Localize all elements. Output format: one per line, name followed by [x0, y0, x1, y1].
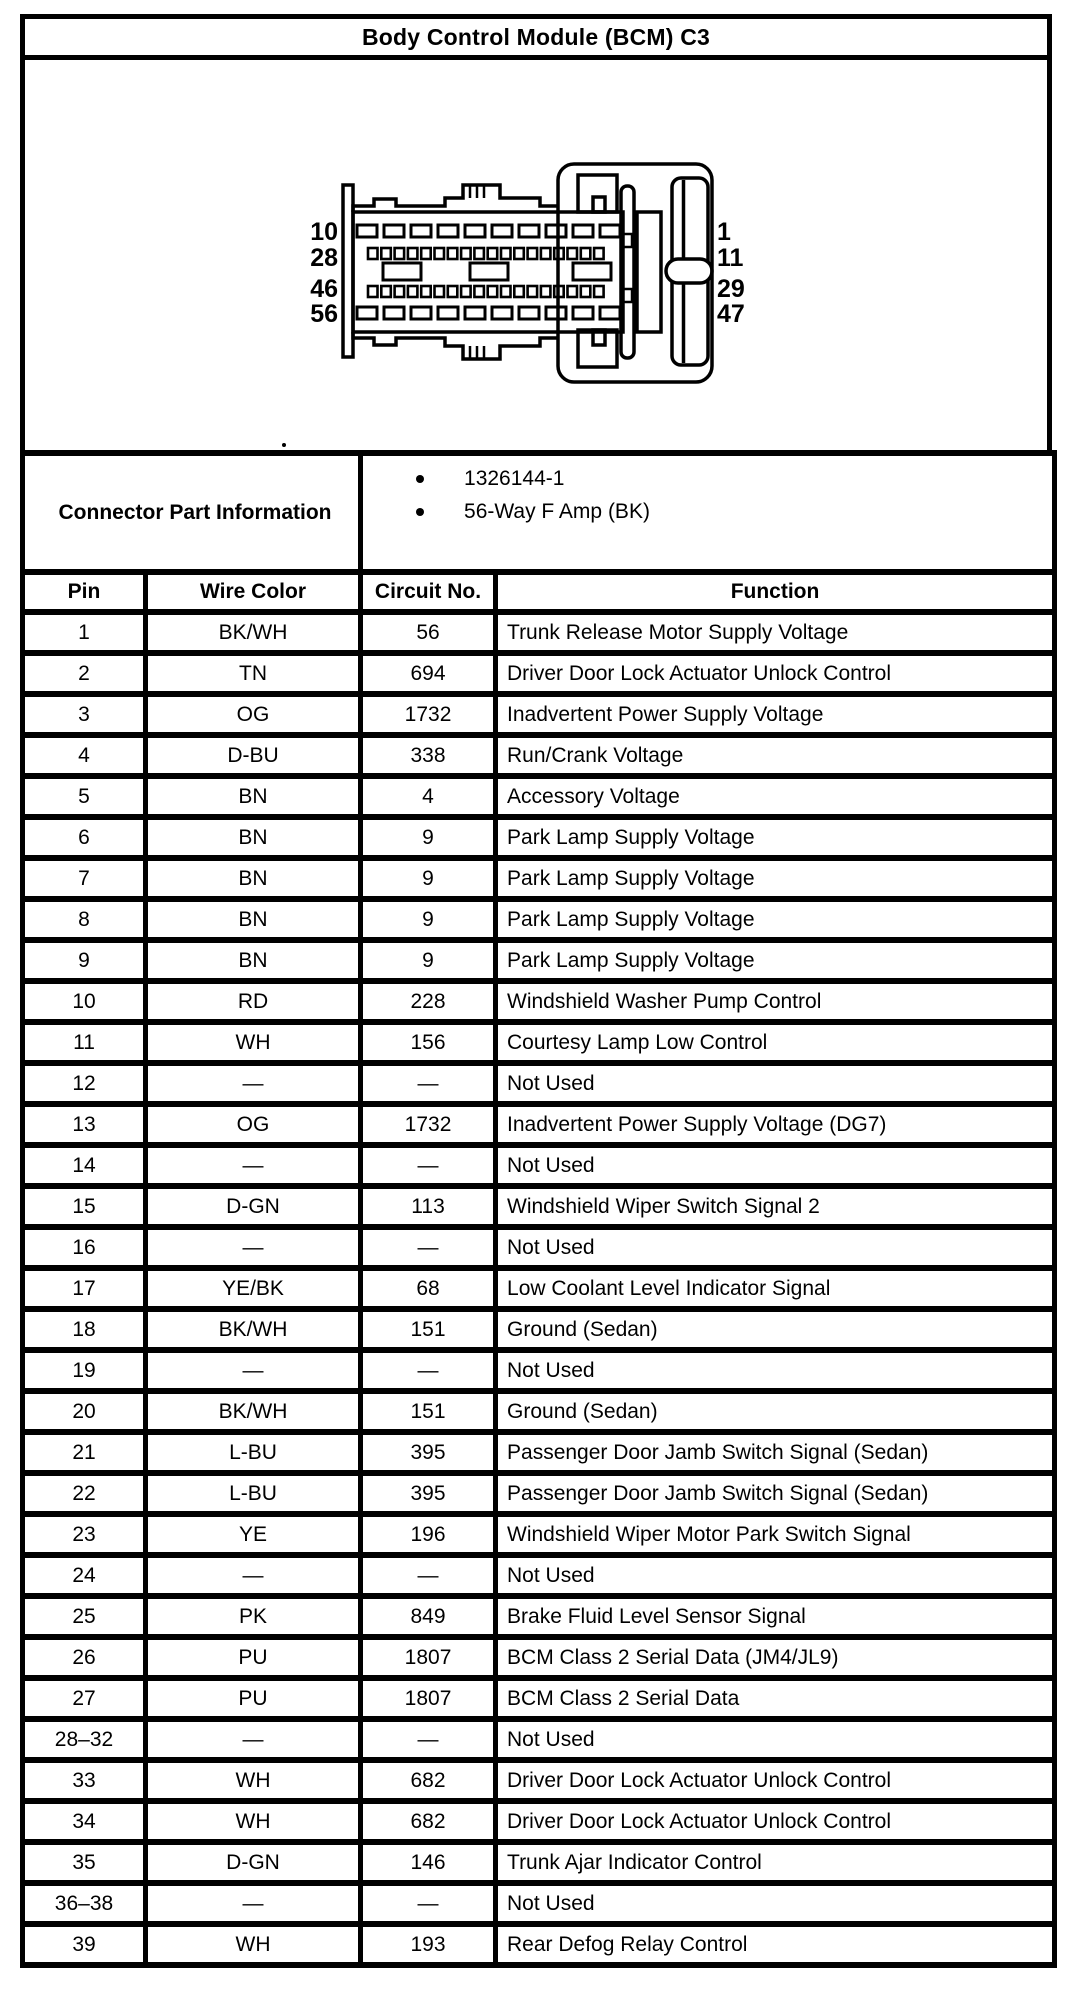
pin-cell: 7 [23, 858, 146, 899]
wire-color-cell: — [146, 1350, 361, 1391]
function-cell: Rear Defog Relay Control [496, 1924, 1055, 1965]
terminal-row-bottom [357, 307, 620, 319]
wire-color-cell: BN [146, 858, 361, 899]
terminal-row-top [357, 225, 620, 237]
wire-color-cell: D-BU [146, 735, 361, 776]
table-header-row [23, 572, 1055, 612]
pin-cell: 27 [23, 1678, 146, 1719]
function-cell: Park Lamp Supply Voltage [496, 940, 1055, 981]
circuit-no-cell: 146 [361, 1842, 496, 1883]
wire-color-cell: — [146, 1719, 361, 1760]
function-cell: Not Used [496, 1063, 1055, 1104]
connector-diagram [25, 60, 1047, 450]
function-cell: Run/Crank Voltage [496, 735, 1055, 776]
function-cell: Driver Door Lock Actuator Unlock Control [496, 1801, 1055, 1842]
pin-cell: 4 [23, 735, 146, 776]
pin-cell: 16 [23, 1227, 146, 1268]
circuit-no-cell: 849 [361, 1596, 496, 1637]
table-row [23, 1063, 1055, 1104]
circuit-no-cell: — [361, 1063, 496, 1104]
pin-cell: 11 [23, 1022, 146, 1063]
function-cell: Trunk Release Motor Supply Voltage [496, 612, 1055, 653]
pin-cell: 24 [23, 1555, 146, 1596]
terminal-slots [357, 225, 620, 319]
circuit-no-cell: 9 [361, 899, 496, 940]
table-row [23, 1924, 1055, 1965]
wire-color-cell: YE/BK [146, 1268, 361, 1309]
wire-color-cell: BN [146, 776, 361, 817]
function-cell: Inadvertent Power Supply Voltage (DG7) [496, 1104, 1055, 1145]
terminal-row-upper-middle [368, 248, 604, 259]
wire-color-cell: PU [146, 1678, 361, 1719]
table-row [23, 1678, 1055, 1719]
table-row [23, 1760, 1055, 1801]
table-row [23, 1186, 1055, 1227]
table-row [23, 1432, 1055, 1473]
bullet-icon [416, 475, 424, 483]
pin-cell: 14 [23, 1145, 146, 1186]
pin-cell: 1 [23, 612, 146, 653]
wire-color-cell: YE [146, 1514, 361, 1555]
wire-color-cell: — [146, 1883, 361, 1924]
table-row [23, 1227, 1055, 1268]
connector-type: 56-Way F Amp (BK) [464, 499, 650, 523]
table-row [23, 612, 1055, 653]
function-cell: Accessory Voltage [496, 776, 1055, 817]
pin-cell: 9 [23, 940, 146, 981]
circuit-no-cell: — [361, 1145, 496, 1186]
pin-label-10: 10 [310, 218, 338, 246]
function-cell: Not Used [496, 1555, 1055, 1596]
pin-cell: 10 [23, 981, 146, 1022]
part-info-item [363, 495, 1052, 528]
function-cell: Ground (Sedan) [496, 1309, 1055, 1350]
pin-cell: 39 [23, 1924, 146, 1965]
circuit-no-cell: 151 [361, 1309, 496, 1350]
header-circuit-no: Circuit No. [361, 572, 496, 612]
circuit-no-cell: — [361, 1227, 496, 1268]
part-number: 1326144-1 [464, 466, 565, 490]
circuit-no-cell: 193 [361, 1924, 496, 1965]
pin-label-1: 1 [717, 218, 731, 246]
wire-color-cell: RD [146, 981, 361, 1022]
table-row [23, 1145, 1055, 1186]
function-cell: Inadvertent Power Supply Voltage [496, 694, 1055, 735]
pinout-table-body [23, 612, 1055, 1965]
circuit-no-cell: 682 [361, 1801, 496, 1842]
table-row [23, 1350, 1055, 1391]
wire-color-cell: BK/WH [146, 612, 361, 653]
circuit-no-cell: 395 [361, 1473, 496, 1514]
pin-cell: 21 [23, 1432, 146, 1473]
wire-color-cell: OG [146, 694, 361, 735]
function-cell: BCM Class 2 Serial Data (JM4/JL9) [496, 1637, 1055, 1678]
pinout-table [20, 450, 1057, 1968]
pin-label-56: 56 [310, 300, 338, 328]
circuit-no-cell: — [361, 1350, 496, 1391]
circuit-no-cell: 1807 [361, 1678, 496, 1719]
function-cell: Driver Door Lock Actuator Unlock Control [496, 1760, 1055, 1801]
pin-cell: 28–32 [23, 1719, 146, 1760]
pin-cell: 35 [23, 1842, 146, 1883]
pin-cell: 25 [23, 1596, 146, 1637]
keyway-slots [383, 263, 611, 280]
pin-label-11: 11 [717, 244, 744, 272]
function-cell: Not Used [496, 1719, 1055, 1760]
pin-cell: 5 [23, 776, 146, 817]
table-row [23, 776, 1055, 817]
circuit-no-cell: 682 [361, 1760, 496, 1801]
function-cell: Not Used [496, 1350, 1055, 1391]
function-cell: Park Lamp Supply Voltage [496, 858, 1055, 899]
circuit-no-cell: 9 [361, 817, 496, 858]
pin-cell: 19 [23, 1350, 146, 1391]
table-row [23, 858, 1055, 899]
pin-cell: 12 [23, 1063, 146, 1104]
pin-cell: 20 [23, 1391, 146, 1432]
pin-cell: 2 [23, 653, 146, 694]
wire-color-cell: — [146, 1063, 361, 1104]
function-cell: Windshield Wiper Switch Signal 2 [496, 1186, 1055, 1227]
circuit-no-cell: — [361, 1883, 496, 1924]
pin-cell: 6 [23, 817, 146, 858]
wire-color-cell: WH [146, 1022, 361, 1063]
function-cell: Not Used [496, 1227, 1055, 1268]
part-info-item [363, 462, 1052, 495]
table-row [23, 1555, 1055, 1596]
pin-cell: 26 [23, 1637, 146, 1678]
function-cell: Windshield Washer Pump Control [496, 981, 1055, 1022]
circuit-no-cell: 228 [361, 981, 496, 1022]
circuit-no-cell: — [361, 1555, 496, 1596]
table-row [23, 981, 1055, 1022]
table-row [23, 653, 1055, 694]
pin-label-29: 29 [717, 275, 745, 303]
circuit-no-cell: 1732 [361, 694, 496, 735]
wire-color-cell: — [146, 1555, 361, 1596]
terminal-row-lower-middle [368, 286, 604, 297]
circuit-no-cell: 196 [361, 1514, 496, 1555]
pin-cell: 15 [23, 1186, 146, 1227]
function-cell: Windshield Wiper Motor Park Switch Signal [496, 1514, 1055, 1555]
function-cell: Courtesy Lamp Low Control [496, 1022, 1055, 1063]
function-cell: Park Lamp Supply Voltage [496, 817, 1055, 858]
bullet-icon [416, 508, 424, 516]
wire-color-cell: D-GN [146, 1842, 361, 1883]
wire-color-cell: BN [146, 899, 361, 940]
wire-color-cell: WH [146, 1760, 361, 1801]
table-row [23, 1309, 1055, 1350]
page-title: Body Control Module (BCM) C3 [20, 14, 1052, 60]
table-row [23, 1842, 1055, 1883]
function-cell: Not Used [496, 1145, 1055, 1186]
pin-label-47: 47 [717, 300, 745, 328]
wire-color-cell: L-BU [146, 1473, 361, 1514]
function-cell: Brake Fluid Level Sensor Signal [496, 1596, 1055, 1637]
wire-color-cell: BN [146, 940, 361, 981]
wire-color-cell: D-GN [146, 1186, 361, 1227]
function-cell: BCM Class 2 Serial Data [496, 1678, 1055, 1719]
circuit-no-cell: 9 [361, 940, 496, 981]
wire-color-cell: BK/WH [146, 1391, 361, 1432]
wire-color-cell: BK/WH [146, 1309, 361, 1350]
wire-color-cell: L-BU [146, 1432, 361, 1473]
wire-color-cell: — [146, 1227, 361, 1268]
manual-page [20, 14, 1052, 1968]
header-wire-color: Wire Color [146, 572, 361, 612]
table-row [23, 1801, 1055, 1842]
connector-part-info-row [23, 453, 1055, 572]
table-row [23, 1637, 1055, 1678]
pin-cell: 33 [23, 1760, 146, 1801]
pin-cell: 36–38 [23, 1883, 146, 1924]
circuit-no-cell: 9 [361, 858, 496, 899]
circuit-no-cell: 1807 [361, 1637, 496, 1678]
table-row [23, 1514, 1055, 1555]
table-row [23, 1473, 1055, 1514]
pin-cell: 8 [23, 899, 146, 940]
function-cell: Driver Door Lock Actuator Unlock Control [496, 653, 1055, 694]
circuit-no-cell: 1732 [361, 1104, 496, 1145]
function-cell: Passenger Door Jamb Switch Signal (Sedan) [496, 1473, 1055, 1514]
pin-cell: 18 [23, 1309, 146, 1350]
wire-color-cell: BN [146, 817, 361, 858]
function-cell: Passenger Door Jamb Switch Signal (Sedan) [496, 1432, 1055, 1473]
table-row [23, 1022, 1055, 1063]
table-row [23, 1391, 1055, 1432]
function-cell: Low Coolant Level Indicator Signal [496, 1268, 1055, 1309]
table-row [23, 1596, 1055, 1637]
pin-cell: 23 [23, 1514, 146, 1555]
circuit-no-cell: 68 [361, 1268, 496, 1309]
circuit-no-cell: 56 [361, 612, 496, 653]
table-row [23, 1268, 1055, 1309]
wire-color-cell: TN [146, 653, 361, 694]
wire-color-cell: WH [146, 1801, 361, 1842]
pin-cell: 13 [23, 1104, 146, 1145]
connector-part-info-label: Connector Part Information [23, 453, 361, 572]
circuit-no-cell: 113 [361, 1186, 496, 1227]
function-cell: Trunk Ajar Indicator Control [496, 1842, 1055, 1883]
function-cell: Park Lamp Supply Voltage [496, 899, 1055, 940]
pin-cell: 22 [23, 1473, 146, 1514]
pin-cell: 17 [23, 1268, 146, 1309]
circuit-no-cell: 338 [361, 735, 496, 776]
circuit-no-cell: 4 [361, 776, 496, 817]
circuit-no-cell: 694 [361, 653, 496, 694]
wire-color-cell: WH [146, 1924, 361, 1965]
function-cell: Not Used [496, 1883, 1055, 1924]
wire-color-cell: PU [146, 1637, 361, 1678]
table-row [23, 1719, 1055, 1760]
scan-dot-artifact [282, 443, 286, 447]
pin-label-46: 46 [310, 275, 338, 303]
circuit-no-cell: — [361, 1719, 496, 1760]
connector-outline [343, 164, 712, 382]
circuit-no-cell: 156 [361, 1022, 496, 1063]
connector-part-info-list [361, 453, 1055, 572]
wire-color-cell: OG [146, 1104, 361, 1145]
table-row [23, 735, 1055, 776]
header-pin: Pin [23, 572, 146, 612]
connector-diagram-box [20, 60, 1052, 450]
circuit-no-cell: 395 [361, 1432, 496, 1473]
table-row [23, 694, 1055, 735]
header-function: Function [496, 572, 1055, 612]
pin-cell: 3 [23, 694, 146, 735]
circuit-no-cell: 151 [361, 1391, 496, 1432]
wire-color-cell: — [146, 1145, 361, 1186]
pin-label-28: 28 [310, 244, 338, 272]
function-cell: Ground (Sedan) [496, 1391, 1055, 1432]
wire-color-cell: PK [146, 1596, 361, 1637]
table-row [23, 940, 1055, 981]
table-row [23, 1104, 1055, 1145]
table-row [23, 899, 1055, 940]
table-row [23, 1883, 1055, 1924]
pin-cell: 34 [23, 1801, 146, 1842]
table-row [23, 817, 1055, 858]
